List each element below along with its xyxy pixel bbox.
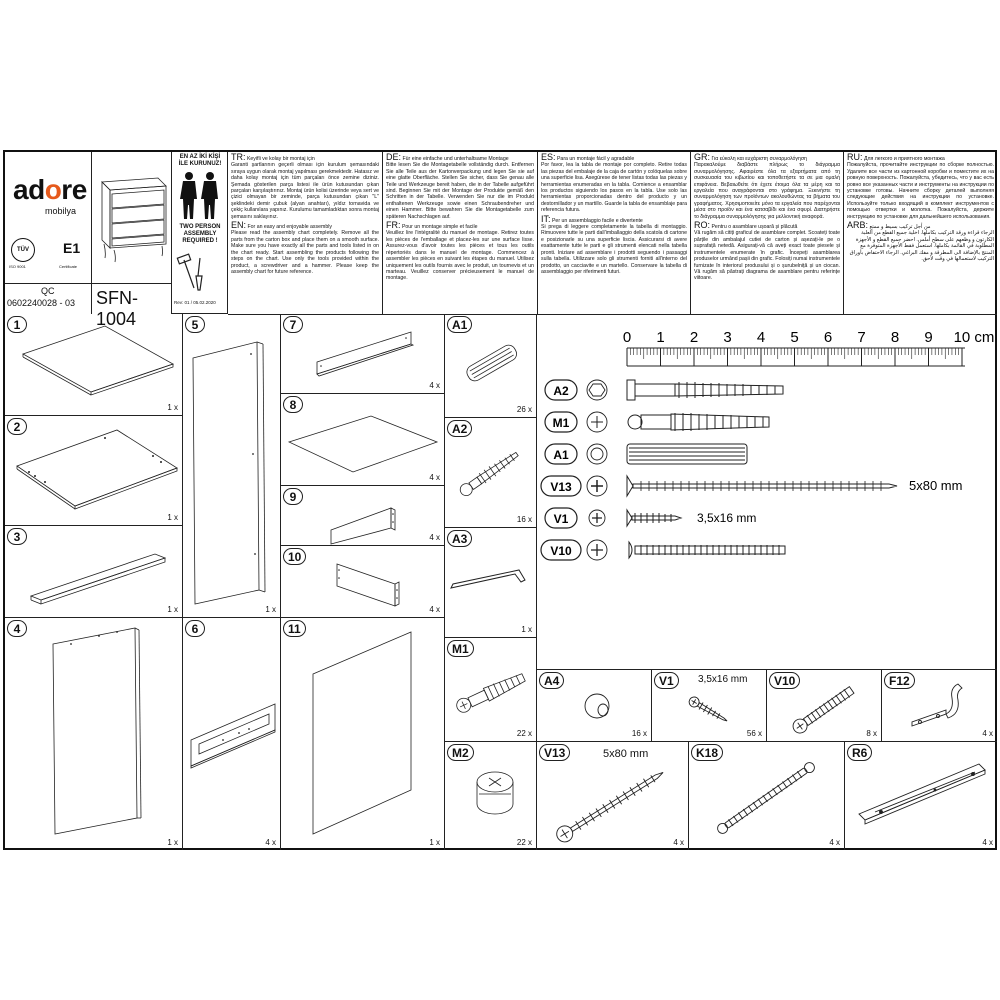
step-qty: 4 x	[429, 473, 440, 482]
step-number: 9	[283, 488, 303, 505]
hw-qty: 1 x	[521, 625, 532, 634]
hw-code: M2	[447, 744, 474, 761]
hw-qty: 16 x	[516, 515, 532, 524]
hw-V13	[537, 742, 689, 850]
revision: Rev: 01 / 05.02.2020	[174, 300, 216, 305]
ruler-label: 0	[622, 329, 632, 346]
warning-tr: EN AZ İKİ KİŞİ İLE KURUNUZ!	[178, 154, 222, 167]
drawer-back-drawing	[281, 486, 443, 544]
brand-block	[5, 152, 92, 284]
hw-qty: 22 x	[516, 729, 532, 738]
scale-code: M1	[552, 416, 570, 430]
step-number: 6	[185, 620, 205, 637]
step-number: 5	[185, 316, 205, 333]
step-qty: 1 x	[167, 513, 178, 522]
ruler-label: 7	[857, 329, 866, 346]
tuv-sub: ISO 9001	[9, 264, 26, 269]
hw-qty: 4 x	[673, 838, 684, 847]
hw-M2	[445, 742, 537, 850]
tools-icon	[172, 254, 228, 294]
scale-row-V1	[545, 508, 756, 528]
hw-code: V1	[654, 672, 679, 689]
back-board-drawing	[281, 618, 443, 848]
step-qty: 4 x	[265, 838, 276, 847]
hw-code: A4	[539, 672, 564, 689]
step-3	[5, 526, 183, 618]
step-number: 10	[283, 548, 306, 565]
step-number: 8	[283, 396, 303, 413]
hw-qty: 4 x	[982, 838, 993, 847]
hw-qty: 26 x	[516, 405, 532, 414]
hw-F12	[882, 670, 997, 742]
hw-qty: 4 x	[829, 838, 840, 847]
step-10	[281, 546, 445, 618]
text-col-de-fr: DE: Für eine einfache und unterhaltsame Montage Bitte lesen Sie die Montagetabelle vollständig durch. Entfernen Sie alle Teile aus der Kartonverpackung und legen Sie sie auf eine glatte Oberfläche. Stellen Sie sicher, dass Sie genau alle Teile und Werkzeuge bereit haben, die in der Tabelle aufgeführt sind. Beginnen Sie mit der Montage der Produkte gemäß den Schritten in der Tabelle. Verwenden Sie nur die im Produkt enthaltenen Werkzeuge sowie einen Schraubendreher und einen Hammer. Bitte bewahren Sie die Montagetabelle zum späteren Nachschlagen auf. FR: Pour un montage simple et facile Veuillez lire l'intégralité du manuel de montage. Retirez toutes les pièces de l'emballage et placez-les sur une surface lisse. Assurez-vous d'avoir toutes les pièces et tous les outils répertoriés dans le manuel de montage. Commencez à assembler les pièces en suivant les étapes du manuel. Utilisez uniquement les outils fournis avec le produit, un tournevis et un marteau. Veuillez conserver précieusement le manuel de montage.	[383, 152, 538, 314]
step-8	[281, 394, 445, 486]
text-col-gr-ro: GR: Για εύκολη και ευχάριστη συναρμολόγηση Παρακαλούμε διαβάστε πλήρως το διάγραμμα συναρμολόγησης. Αφαιρέστε όλα τα εξαρτήματα από τη συσκευασία του κιβωτίου και τοποθετήστε τα σε μια ομαλή επιφάνεια. Βεβαιωθείτε ότι έχετε έτοιμα όλα τα μέρη και τα εργαλεία που αναγράφονται στο γράφημα. Ξεκινήστε τη συναρμολόγηση των προϊόντων ακολουθώντας τα βήματα του γραφήματος. Χρησιμοποιείτε μόνο τα εργαλεία που παρέχονται μέσα στο προϊόν και ένα κατσαβίδι και ένα σφυρί. Διατηρήστε το διάγραμμα συναρμολόγησης για μελλοντική αναφορά. RO: Pentru o asamblare ușoară și plăcută Vă rugăm să citiți graficul de asamblare complet. Scoateți toate părțile din ambalajul cutiei de carton și așezați-le pe o suprafață netedă. Asigurați-vă că aveți exact toate piesele și instrumentele enumerate în grafic. Începeți asamblarea produselor urmând pașii din grafic. Folosiți numai instrumentele furnizate în interiorul produsului și o șurubelniță și un ciocan. Vă rugăm să păstrați diagrama de asamblare pentru referințe viitoare.	[691, 152, 844, 314]
scale-code: A2	[553, 384, 569, 398]
drawer-side-drawing	[281, 314, 443, 392]
step-11	[281, 618, 445, 850]
side-panel-drawing	[5, 618, 181, 848]
drawer-bottom-drawing	[281, 394, 443, 484]
step-1	[5, 314, 183, 416]
panel-top-drawing	[5, 314, 181, 414]
e1-badge: E1	[63, 240, 81, 256]
panel-bottom-drawing	[5, 416, 181, 524]
dresser-illustration	[92, 152, 170, 262]
hw-size: 5x80 mm	[603, 748, 649, 760]
hw-qty: 56 x	[746, 729, 762, 738]
text-col-ru-arb: RU: Для легкого и приятного монтажа Пожалуйста, прочитайте инструкции по сборке полностью. Удалите все части из картонной коробки и поместите их на ровную поверхность. Пожалуйста, убедитесь, что у вас есть ровно все указанных части и инструменты на инструкции по установке готовы. Начните сборку деталей выполняя следующие действия на инструкции по установке. Используйте только входящий в комплект инструментов с помощью отвертки и молотка. Пожалуйста, держите инструкцию по установке для дальнейшего использования. ARB: من أجل تركيب بسيط و ممتع الرجاء قراءة ورقة التركيب بكاملها. اخلية جميع القطع من العلبة الكارتون و وظعهم على سطح أملس. احضر جميع القطع و الأجهزة المطلوبة في القائمة بكاملها. استعمل فقط الأجهزة المتوفرة مع المنتج بالإضافة الى المطرقة و مفك البراغي. الرجاء الاحتفاض بأوراق التركيب لاستعمالها في وقت لاحق.	[847, 152, 994, 263]
hw-A2	[445, 418, 537, 528]
ruler-label: 10 cm	[953, 329, 995, 346]
hw-code: A2	[447, 420, 472, 437]
scale-code: A1	[553, 448, 569, 462]
warning-block	[172, 152, 228, 314]
text-col-tr-en: TR: Keyifli ve kolay bir montaj için Garanti şartlarının geçerli olması için kurulum şemasındaki sıraya uygun olarak montaj yapılması gerekmektedir. Hatasız ve daha kolay montaj için tüm parçaları önce zemine diziniz. Şemada gösterilen parça listesi ile ürün kutusundan çıkan parçaları karşılaştırınız. Montaj ürün kolisi üzerinde veya sert ve çizici olmayan bir zeminde, parça kutusundan çıkan "L" şeklindeki demir çubuk (alyan anahtarı), yıldız tornavida ve çekiç kullanılara yapınız. Kurulumu tamamladıktan sonra montaj şemasını saklayınız. EN: For an easy and enjoyable assembly Please read the assembly chart completely. Remove all the parts from the carton box and place them on a smooth surface. Make sure you have exactly all the parts and tools listed in on the chart ready. Start assembling the products following the steps on the chart. Use only the tools provided within the product, a screwdriver and a hammer. Please keep the assembly chart for future reference.	[228, 152, 383, 314]
hw-K18	[689, 742, 845, 850]
instructions-band	[228, 152, 997, 315]
step-qty: 4 x	[429, 605, 440, 614]
hw-R6	[845, 742, 997, 850]
ruler-label: 2	[689, 329, 699, 346]
hw-code: V10	[769, 672, 800, 689]
ruler-label: 4	[756, 329, 766, 346]
scale-panel	[537, 314, 997, 670]
scale-size: 3,5x16 mm	[697, 511, 757, 525]
step-4	[5, 618, 183, 850]
step-number: 11	[283, 620, 306, 637]
step-2	[5, 416, 183, 526]
hw-A1	[445, 314, 537, 418]
hw-A4	[537, 670, 652, 742]
hw-code: V13	[539, 744, 570, 761]
step-qty: 1 x	[167, 403, 178, 412]
brand-logo: adore	[13, 174, 87, 205]
rail-drawing	[5, 526, 181, 616]
step-qty: 1 x	[265, 605, 276, 614]
step-number: 4	[7, 620, 27, 637]
e1-sub: Certificate	[59, 264, 78, 269]
step-qty: 4 x	[429, 533, 440, 542]
qc-label: QC	[41, 286, 55, 296]
hw-qty: 22 x	[516, 838, 532, 847]
ruler-label: 3	[723, 329, 732, 346]
ruler-label: 8	[890, 329, 900, 346]
step-6	[183, 618, 281, 850]
ruler-label: 6	[823, 329, 833, 346]
model-code: SFN-1004	[96, 288, 138, 329]
product-code-block	[5, 284, 92, 314]
scale-code: V10	[550, 544, 572, 558]
assembly-sheet	[3, 150, 997, 850]
scale-size: 5x80 mm	[909, 478, 963, 493]
hw-A3	[445, 528, 537, 638]
hw-qty: 4 x	[982, 729, 993, 738]
step-qty: 4 x	[429, 381, 440, 390]
hw-M1	[445, 638, 537, 742]
ruler	[623, 329, 995, 366]
back-panel-drawing	[183, 314, 279, 614]
hw-code: R6	[847, 744, 872, 761]
scale-code: V13	[550, 480, 572, 494]
drawer-front-drawing	[183, 618, 279, 848]
step-qty: 1 x	[429, 838, 440, 847]
step-9	[281, 486, 445, 546]
hw-V1	[652, 670, 767, 742]
hw-V10	[767, 670, 882, 742]
hw-code: A3	[447, 530, 472, 547]
ruler-label: 1	[656, 329, 665, 346]
step-7	[281, 314, 445, 394]
scale-row-V13	[541, 476, 962, 496]
hw-size: 3,5x16 mm	[698, 674, 748, 685]
brand-subtitle: mobilya	[45, 206, 77, 216]
ruler-svg	[537, 314, 997, 668]
hw-code: M1	[447, 640, 474, 657]
scale-row-V10	[541, 540, 785, 560]
hw-code: A1	[447, 316, 472, 333]
hw-qty: 8 x	[866, 729, 877, 738]
step-number: 7	[283, 316, 303, 333]
scale-row-M1	[545, 412, 769, 432]
warning-en: TWO PERSON ASSEMBLY REQUIRED !	[179, 224, 221, 244]
hw-qty: 16 x	[631, 729, 647, 738]
scale-row-A1	[545, 444, 747, 464]
scale-row-A2	[545, 380, 783, 400]
step-qty: 1 x	[167, 838, 178, 847]
two-person-icon	[172, 170, 228, 220]
step-number: 1	[7, 316, 27, 333]
qc-code: 0602240028 - 03	[7, 298, 76, 308]
product-image-block	[92, 152, 172, 284]
hw-code: K18	[691, 744, 723, 761]
model-block	[92, 284, 172, 329]
scale-code: V1	[553, 512, 569, 526]
step-5	[183, 314, 281, 618]
hw-code: F12	[884, 672, 915, 689]
step-number: 3	[7, 528, 27, 545]
step-qty: 1 x	[167, 605, 178, 614]
ruler-label: 5	[790, 329, 799, 346]
step-number: 2	[7, 418, 27, 435]
ruler-label: 9	[924, 329, 933, 346]
text-col-es-it: ES: Para un montaje fácil y agradable Por favor, lea la tabla de montaje por completo. Retire todas las piezas del embalaje de la caja de cartón y colóquelas sobre una superficie lisa. Asegúrese de tener listas todas las piezas y herramientas enumeradas en la tabla. Comience a ensamblar los productos siguiendo los pasos en la tabla. Use solo las herramientas proporcionadas dentro del producto y un destornillador y un martillo. Guarde la tabla de ensamblaje para referencia futura. IT: Per un assemblaggio facile e divertente Si prega di leggere completamente la tabella di montaggio. Rimuovere tutte le parti dall'imballaggio della scatola di cartone e posizionarle su una superficie liscia. Assicurarsi di avere esattamente tutte le parti e gli strumenti elencati nella tabella pronti. Iniziare ad assemblare i prodotti seguendo i passaggi sulla tabella. Utilizzare solo gli strumenti forniti all'interno del prodotto, un cacciavite e un martello. Conservare la tabella di assemblaggio per riferimenti futuri.	[538, 152, 691, 314]
tuv-badge: TÜV	[11, 238, 35, 262]
